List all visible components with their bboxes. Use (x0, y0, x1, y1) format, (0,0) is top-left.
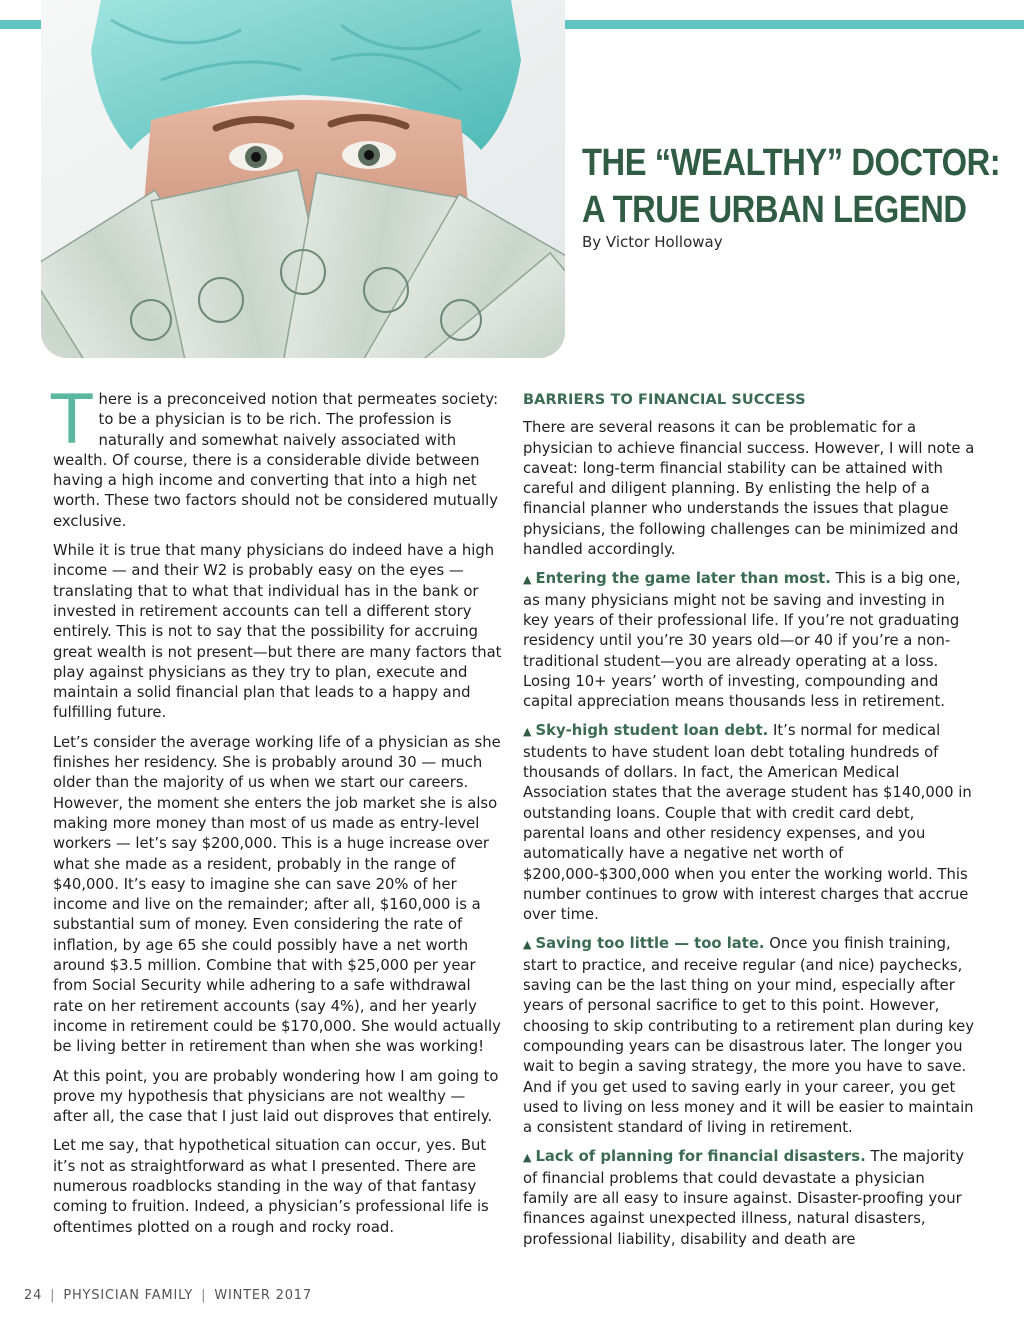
intro-paragraph (51, 381, 503, 532)
bullet-item (523, 1147, 975, 1249)
body-paragraph: At this point, you are probably wondering how I am going to prove my hypothesis that physicians are not wealthy — after all, the case that I just laid out disproves that entirely. (53, 1067, 499, 1126)
publication-name: PHYSICIAN FAMILY (63, 1288, 194, 1303)
triangle-bullet-icon: ▲ (523, 725, 532, 739)
footer-separator: | (201, 1288, 207, 1303)
triangle-bullet-icon: ▲ (523, 573, 532, 587)
article-title (582, 140, 1001, 234)
bullet-lead: Sky-high student loan debt. (535, 722, 769, 740)
title-line-1: THE “WEALTHY” DOCTOR: (582, 142, 1001, 184)
hero-image (41, 0, 565, 358)
triangle-bullet-icon: ▲ (523, 1151, 532, 1165)
bullet-item (523, 934, 975, 1138)
byline: By Victor Holloway (582, 233, 723, 251)
bullet-lead: Entering the game later than most. (535, 570, 831, 588)
section-heading: BARRIERS TO FINANCIAL SUCCESS (523, 392, 806, 408)
bullet-lead: Saving too little — too late. (535, 935, 765, 953)
bullet-item (523, 569, 975, 712)
bullet-lead: Lack of planning for financial disasters. (535, 1148, 866, 1166)
right-column (523, 390, 975, 1259)
body-paragraph: Let’s consider the average working life of a physician as she finishes her residency. She is probably around 30 — much older than the majority of us when we start our careers. However, the moment she enters the job market she is also making more money than most of us made as entry-level workers — let’s say $200,000. This is a huge increase over what she made as a resident, probably in the range of $40,000. It’s easy to imagine she can save 20% of her income and live on the remainder; after all, $160,000 is a substantial sum of money. Even considering the rate of inflation, by age 65 she could possibly have a net worth around $3.5 million. Combine that with $25,000 per year from Social Security while adhering to a safe withdrawal rate on her retirement accounts (say 4%), and her yearly income in retirement could be $170,000. She would actually be living better in retirement than when she was working! (53, 733, 501, 1056)
doctor-with-money-illustration (41, 0, 565, 358)
issue-date: WINTER 2017 (214, 1288, 312, 1303)
bullet-item (523, 721, 975, 925)
triangle-bullet-icon: ▲ (523, 938, 532, 952)
left-column (51, 381, 503, 1247)
intro-text: here is a preconceived notion that permeates society: to be a physician is to be rich. The profession is naturally and somewhat naively associated with wealth. Of course, there is a considerable divide between having a high income and converting that into a high net worth. These two factors should not be considered mutually exclusive. (53, 391, 499, 530)
page-number: 24 (24, 1288, 43, 1303)
title-line-2: A TRUE URBAN LEGEND (582, 189, 967, 231)
bullet-text: It’s normal for medical students to have student loan debt totaling hundreds of thousands of dollars. In fact, the American Medical Association states that the average student has $140,000 in outstanding loans. Couple that with credit card debt, parental loans and other residency expenses, and you automatically have a negative net worth of $200,000-$300,000 when you enter the working world. This number continues to grow with interest charges that accrue over time. (523, 722, 972, 924)
page-footer (24, 1288, 312, 1303)
body-paragraph: Let me say, that hypothetical situation can occur, yes. But it’s not as straightforward as what I presented. There are numerous roadblocks standing in the way of that fantasy coming to fruition. Indeed, a physician’s professional life is oftentimes plotted on a rough and rocky road. (53, 1137, 489, 1236)
body-paragraph: While it is true that many physicians do indeed have a high income — and their W2 is probably easy on the eyes — translating that to what that individual has in the bank or invested in retirement accounts can tell a different story entirely. This is not to say that the possibility for accruing great wealth is not present—but there are many factors that play against physicians as they try to plan, execute and maintain a solid financial plan that leads to a happy and fulfilling future. (53, 542, 502, 722)
bullet-text: Once you finish training, start to practice, and receive regular (and nice) paychecks, saving can be the last thing on your mind, especially after years of personal sacrifice to get to this point. However, choosing to skip contributing to a retirement plan during key compounding years can be disastrous later. The longer you wait to begin a saving strategy, the more you have to save. And if you get used to saving early in your career, you get used to living on less money and it will be easier to maintain a consistent standard of living in retirement. (523, 935, 975, 1137)
bullet-text: This is a big one, as many physicians might not be saving and investing in key years of their professional life. If you’re not graduating residency until you’re 30 years old—or 40 if you’re a non-traditional student—you are already operating at a loss. Losing 10+ years’ worth of investing, compounding and capital appreciation means thousands less in retirement. (523, 570, 961, 711)
section-intro: There are several reasons it can be problematic for a physician to achieve financial success. However, I will note a caveat: long-term financial stability can be attained with careful and diligent planning. By enlisting the help of a financial planner who understands the issues that plague physicians, the following challenges can be minimized and handled accordingly. (523, 419, 975, 559)
drop-cap: T (51, 381, 93, 460)
bullet-text: The majority of financial problems that could devastate a physician family are all easy to insure against. Disaster-proofing your finances against unexpected illness, natural disasters, professional liability, disability and death are (523, 1148, 965, 1248)
footer-separator: | (50, 1288, 56, 1303)
